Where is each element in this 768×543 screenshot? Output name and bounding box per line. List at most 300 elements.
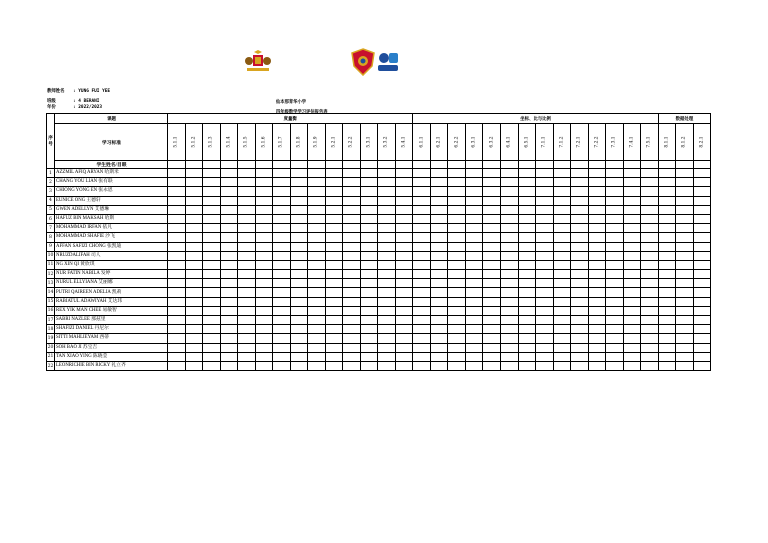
- grade-cell[interactable]: [588, 251, 606, 260]
- grade-cell[interactable]: [413, 343, 431, 352]
- grade-cell[interactable]: [343, 306, 361, 315]
- grade-cell[interactable]: [430, 214, 448, 223]
- grade-cell[interactable]: [448, 279, 466, 288]
- grade-cell[interactable]: [255, 343, 273, 352]
- grade-cell[interactable]: [623, 361, 641, 370]
- grade-cell[interactable]: [500, 251, 518, 260]
- grade-cell[interactable]: [658, 343, 676, 352]
- grade-cell[interactable]: [693, 334, 711, 343]
- grade-cell[interactable]: [220, 288, 238, 297]
- grade-cell[interactable]: [308, 187, 326, 196]
- grade-cell[interactable]: [395, 279, 413, 288]
- grade-cell[interactable]: [658, 306, 676, 315]
- grade-cell[interactable]: [623, 251, 641, 260]
- grade-cell[interactable]: [553, 205, 571, 214]
- grade-cell[interactable]: [185, 361, 203, 370]
- grade-cell[interactable]: [658, 297, 676, 306]
- grade-cell[interactable]: [290, 352, 308, 361]
- grade-cell[interactable]: [255, 270, 273, 279]
- grade-cell[interactable]: [430, 306, 448, 315]
- grade-cell[interactable]: [536, 306, 554, 315]
- grade-cell[interactable]: [623, 169, 641, 178]
- grade-cell[interactable]: [343, 316, 361, 325]
- grade-cell[interactable]: [465, 233, 483, 242]
- grade-cell[interactable]: [168, 196, 186, 205]
- grade-cell[interactable]: [168, 270, 186, 279]
- grade-cell[interactable]: [290, 361, 308, 370]
- grade-cell[interactable]: [430, 343, 448, 352]
- grade-cell[interactable]: [255, 214, 273, 223]
- grade-cell[interactable]: [325, 279, 343, 288]
- grade-cell[interactable]: [588, 361, 606, 370]
- grade-cell[interactable]: [378, 306, 396, 315]
- grade-cell[interactable]: [571, 306, 589, 315]
- grade-cell[interactable]: [238, 343, 256, 352]
- grade-cell[interactable]: [553, 224, 571, 233]
- grade-cell[interactable]: [518, 260, 536, 269]
- grade-cell[interactable]: [641, 242, 659, 251]
- grade-cell[interactable]: [606, 260, 624, 269]
- grade-cell[interactable]: [693, 306, 711, 315]
- grade-cell[interactable]: [360, 242, 378, 251]
- grade-cell[interactable]: [273, 214, 291, 223]
- grade-cell[interactable]: [378, 196, 396, 205]
- grade-cell[interactable]: [290, 297, 308, 306]
- grade-cell[interactable]: [658, 361, 676, 370]
- grade-cell[interactable]: [238, 178, 256, 187]
- grade-cell[interactable]: [273, 178, 291, 187]
- grade-cell[interactable]: [360, 343, 378, 352]
- grade-cell[interactable]: [378, 288, 396, 297]
- grade-cell[interactable]: [360, 288, 378, 297]
- grade-cell[interactable]: [343, 279, 361, 288]
- grade-cell[interactable]: [658, 325, 676, 334]
- grade-cell[interactable]: [623, 187, 641, 196]
- grade-cell[interactable]: [360, 178, 378, 187]
- grade-cell[interactable]: [273, 343, 291, 352]
- grade-cell[interactable]: [588, 306, 606, 315]
- grade-cell[interactable]: [413, 205, 431, 214]
- grade-cell[interactable]: [465, 214, 483, 223]
- grade-cell[interactable]: [325, 178, 343, 187]
- grade-cell[interactable]: [413, 233, 431, 242]
- grade-cell[interactable]: [448, 325, 466, 334]
- grade-cell[interactable]: [623, 205, 641, 214]
- grade-cell[interactable]: [413, 251, 431, 260]
- grade-cell[interactable]: [465, 242, 483, 251]
- grade-cell[interactable]: [606, 288, 624, 297]
- grade-cell[interactable]: [553, 343, 571, 352]
- grade-cell[interactable]: [430, 233, 448, 242]
- grade-cell[interactable]: [168, 343, 186, 352]
- grade-cell[interactable]: [413, 178, 431, 187]
- grade-cell[interactable]: [658, 316, 676, 325]
- grade-cell[interactable]: [203, 297, 221, 306]
- grade-cell[interactable]: [203, 169, 221, 178]
- grade-cell[interactable]: [641, 233, 659, 242]
- grade-cell[interactable]: [518, 306, 536, 315]
- grade-cell[interactable]: [238, 361, 256, 370]
- grade-cell[interactable]: [185, 214, 203, 223]
- grade-cell[interactable]: [308, 352, 326, 361]
- grade-cell[interactable]: [168, 279, 186, 288]
- grade-cell[interactable]: [553, 361, 571, 370]
- grade-cell[interactable]: [518, 361, 536, 370]
- grade-cell[interactable]: [571, 214, 589, 223]
- grade-cell[interactable]: [500, 270, 518, 279]
- grade-cell[interactable]: [693, 352, 711, 361]
- grade-cell[interactable]: [658, 233, 676, 242]
- grade-cell[interactable]: [518, 187, 536, 196]
- grade-cell[interactable]: [238, 334, 256, 343]
- grade-cell[interactable]: [483, 361, 501, 370]
- grade-cell[interactable]: [360, 334, 378, 343]
- grade-cell[interactable]: [641, 205, 659, 214]
- grade-cell[interactable]: [448, 297, 466, 306]
- grade-cell[interactable]: [360, 361, 378, 370]
- grade-cell[interactable]: [168, 306, 186, 315]
- grade-cell[interactable]: [483, 352, 501, 361]
- grade-cell[interactable]: [238, 260, 256, 269]
- grade-cell[interactable]: [203, 306, 221, 315]
- grade-cell[interactable]: [430, 196, 448, 205]
- grade-cell[interactable]: [676, 187, 694, 196]
- grade-cell[interactable]: [325, 297, 343, 306]
- grade-cell[interactable]: [290, 178, 308, 187]
- grade-cell[interactable]: [588, 297, 606, 306]
- grade-cell[interactable]: [623, 279, 641, 288]
- grade-cell[interactable]: [536, 279, 554, 288]
- grade-cell[interactable]: [325, 316, 343, 325]
- grade-cell[interactable]: [465, 316, 483, 325]
- grade-cell[interactable]: [553, 187, 571, 196]
- grade-cell[interactable]: [185, 224, 203, 233]
- grade-cell[interactable]: [483, 242, 501, 251]
- grade-cell[interactable]: [273, 334, 291, 343]
- grade-cell[interactable]: [273, 187, 291, 196]
- grade-cell[interactable]: [343, 251, 361, 260]
- grade-cell[interactable]: [325, 334, 343, 343]
- grade-cell[interactable]: [203, 224, 221, 233]
- grade-cell[interactable]: [588, 334, 606, 343]
- grade-cell[interactable]: [483, 325, 501, 334]
- grade-cell[interactable]: [343, 178, 361, 187]
- grade-cell[interactable]: [518, 214, 536, 223]
- grade-cell[interactable]: [343, 352, 361, 361]
- grade-cell[interactable]: [325, 288, 343, 297]
- grade-cell[interactable]: [203, 343, 221, 352]
- grade-cell[interactable]: [518, 352, 536, 361]
- grade-cell[interactable]: [448, 205, 466, 214]
- grade-cell[interactable]: [676, 270, 694, 279]
- grade-cell[interactable]: [430, 334, 448, 343]
- grade-cell[interactable]: [518, 196, 536, 205]
- grade-cell[interactable]: [185, 178, 203, 187]
- grade-cell[interactable]: [553, 242, 571, 251]
- grade-cell[interactable]: [185, 169, 203, 178]
- grade-cell[interactable]: [185, 325, 203, 334]
- grade-cell[interactable]: [465, 270, 483, 279]
- grade-cell[interactable]: [255, 325, 273, 334]
- grade-cell[interactable]: [676, 251, 694, 260]
- grade-cell[interactable]: [413, 297, 431, 306]
- grade-cell[interactable]: [658, 214, 676, 223]
- grade-cell[interactable]: [185, 343, 203, 352]
- grade-cell[interactable]: [606, 242, 624, 251]
- grade-cell[interactable]: [553, 334, 571, 343]
- grade-cell[interactable]: [606, 224, 624, 233]
- grade-cell[interactable]: [220, 334, 238, 343]
- grade-cell[interactable]: [395, 297, 413, 306]
- grade-cell[interactable]: [308, 270, 326, 279]
- grade-cell[interactable]: [255, 334, 273, 343]
- grade-cell[interactable]: [220, 233, 238, 242]
- grade-cell[interactable]: [641, 343, 659, 352]
- grade-cell[interactable]: [203, 205, 221, 214]
- grade-cell[interactable]: [658, 187, 676, 196]
- grade-cell[interactable]: [623, 352, 641, 361]
- grade-cell[interactable]: [413, 187, 431, 196]
- grade-cell[interactable]: [571, 260, 589, 269]
- grade-cell[interactable]: [448, 270, 466, 279]
- grade-cell[interactable]: [430, 288, 448, 297]
- grade-cell[interactable]: [360, 297, 378, 306]
- grade-cell[interactable]: [273, 224, 291, 233]
- grade-cell[interactable]: [325, 361, 343, 370]
- grade-cell[interactable]: [465, 361, 483, 370]
- grade-cell[interactable]: [500, 343, 518, 352]
- grade-cell[interactable]: [571, 334, 589, 343]
- grade-cell[interactable]: [203, 361, 221, 370]
- grade-cell[interactable]: [220, 325, 238, 334]
- grade-cell[interactable]: [255, 361, 273, 370]
- grade-cell[interactable]: [430, 316, 448, 325]
- grade-cell[interactable]: [465, 288, 483, 297]
- grade-cell[interactable]: [203, 251, 221, 260]
- grade-cell[interactable]: [238, 251, 256, 260]
- grade-cell[interactable]: [413, 224, 431, 233]
- grade-cell[interactable]: [220, 178, 238, 187]
- grade-cell[interactable]: [238, 306, 256, 315]
- grade-cell[interactable]: [536, 270, 554, 279]
- grade-cell[interactable]: [325, 251, 343, 260]
- grade-cell[interactable]: [255, 251, 273, 260]
- grade-cell[interactable]: [448, 260, 466, 269]
- grade-cell[interactable]: [448, 169, 466, 178]
- grade-cell[interactable]: [483, 316, 501, 325]
- grade-cell[interactable]: [325, 205, 343, 214]
- grade-cell[interactable]: [641, 352, 659, 361]
- grade-cell[interactable]: [273, 196, 291, 205]
- grade-cell[interactable]: [290, 205, 308, 214]
- grade-cell[interactable]: [658, 178, 676, 187]
- grade-cell[interactable]: [588, 196, 606, 205]
- grade-cell[interactable]: [693, 361, 711, 370]
- grade-cell[interactable]: [553, 325, 571, 334]
- grade-cell[interactable]: [255, 260, 273, 269]
- grade-cell[interactable]: [360, 205, 378, 214]
- grade-cell[interactable]: [325, 196, 343, 205]
- grade-cell[interactable]: [220, 306, 238, 315]
- grade-cell[interactable]: [168, 297, 186, 306]
- grade-cell[interactable]: [430, 205, 448, 214]
- grade-cell[interactable]: [693, 316, 711, 325]
- grade-cell[interactable]: [465, 178, 483, 187]
- grade-cell[interactable]: [448, 242, 466, 251]
- grade-cell[interactable]: [553, 178, 571, 187]
- grade-cell[interactable]: [378, 361, 396, 370]
- grade-cell[interactable]: [413, 196, 431, 205]
- grade-cell[interactable]: [308, 178, 326, 187]
- grade-cell[interactable]: [255, 352, 273, 361]
- grade-cell[interactable]: [308, 260, 326, 269]
- grade-cell[interactable]: [465, 325, 483, 334]
- grade-cell[interactable]: [518, 288, 536, 297]
- grade-cell[interactable]: [343, 343, 361, 352]
- grade-cell[interactable]: [536, 214, 554, 223]
- grade-cell[interactable]: [185, 242, 203, 251]
- grade-cell[interactable]: [641, 187, 659, 196]
- grade-cell[interactable]: [168, 224, 186, 233]
- grade-cell[interactable]: [518, 242, 536, 251]
- grade-cell[interactable]: [255, 233, 273, 242]
- grade-cell[interactable]: [518, 270, 536, 279]
- grade-cell[interactable]: [255, 242, 273, 251]
- grade-cell[interactable]: [290, 316, 308, 325]
- grade-cell[interactable]: [203, 260, 221, 269]
- grade-cell[interactable]: [308, 233, 326, 242]
- grade-cell[interactable]: [395, 205, 413, 214]
- grade-cell[interactable]: [588, 224, 606, 233]
- grade-cell[interactable]: [553, 316, 571, 325]
- grade-cell[interactable]: [676, 260, 694, 269]
- grade-cell[interactable]: [693, 270, 711, 279]
- grade-cell[interactable]: [220, 242, 238, 251]
- grade-cell[interactable]: [308, 214, 326, 223]
- grade-cell[interactable]: [623, 233, 641, 242]
- grade-cell[interactable]: [168, 233, 186, 242]
- grade-cell[interactable]: [360, 196, 378, 205]
- grade-cell[interactable]: [238, 270, 256, 279]
- grade-cell[interactable]: [500, 306, 518, 315]
- grade-cell[interactable]: [641, 306, 659, 315]
- grade-cell[interactable]: [641, 224, 659, 233]
- grade-cell[interactable]: [220, 297, 238, 306]
- grade-cell[interactable]: [536, 316, 554, 325]
- grade-cell[interactable]: [203, 242, 221, 251]
- grade-cell[interactable]: [658, 251, 676, 260]
- grade-cell[interactable]: [500, 316, 518, 325]
- grade-cell[interactable]: [500, 242, 518, 251]
- grade-cell[interactable]: [220, 214, 238, 223]
- grade-cell[interactable]: [255, 316, 273, 325]
- grade-cell[interactable]: [536, 251, 554, 260]
- grade-cell[interactable]: [325, 343, 343, 352]
- grade-cell[interactable]: [693, 214, 711, 223]
- grade-cell[interactable]: [641, 251, 659, 260]
- grade-cell[interactable]: [308, 251, 326, 260]
- grade-cell[interactable]: [448, 352, 466, 361]
- grade-cell[interactable]: [553, 288, 571, 297]
- grade-cell[interactable]: [325, 187, 343, 196]
- grade-cell[interactable]: [308, 224, 326, 233]
- grade-cell[interactable]: [518, 251, 536, 260]
- grade-cell[interactable]: [483, 251, 501, 260]
- grade-cell[interactable]: [430, 325, 448, 334]
- grade-cell[interactable]: [378, 251, 396, 260]
- grade-cell[interactable]: [378, 279, 396, 288]
- grade-cell[interactable]: [465, 306, 483, 315]
- grade-cell[interactable]: [500, 233, 518, 242]
- grade-cell[interactable]: [693, 205, 711, 214]
- grade-cell[interactable]: [168, 260, 186, 269]
- grade-cell[interactable]: [553, 169, 571, 178]
- grade-cell[interactable]: [378, 169, 396, 178]
- grade-cell[interactable]: [623, 214, 641, 223]
- grade-cell[interactable]: [273, 306, 291, 315]
- grade-cell[interactable]: [658, 270, 676, 279]
- grade-cell[interactable]: [518, 343, 536, 352]
- grade-cell[interactable]: [693, 169, 711, 178]
- grade-cell[interactable]: [623, 178, 641, 187]
- grade-cell[interactable]: [676, 205, 694, 214]
- grade-cell[interactable]: [185, 205, 203, 214]
- grade-cell[interactable]: [623, 260, 641, 269]
- grade-cell[interactable]: [448, 187, 466, 196]
- grade-cell[interactable]: [308, 325, 326, 334]
- grade-cell[interactable]: [255, 187, 273, 196]
- grade-cell[interactable]: [395, 270, 413, 279]
- grade-cell[interactable]: [168, 242, 186, 251]
- grade-cell[interactable]: [238, 196, 256, 205]
- grade-cell[interactable]: [571, 325, 589, 334]
- grade-cell[interactable]: [168, 178, 186, 187]
- grade-cell[interactable]: [308, 316, 326, 325]
- grade-cell[interactable]: [343, 169, 361, 178]
- grade-cell[interactable]: [536, 260, 554, 269]
- grade-cell[interactable]: [220, 196, 238, 205]
- grade-cell[interactable]: [536, 334, 554, 343]
- grade-cell[interactable]: [641, 361, 659, 370]
- grade-cell[interactable]: [500, 205, 518, 214]
- grade-cell[interactable]: [430, 178, 448, 187]
- grade-cell[interactable]: [658, 334, 676, 343]
- grade-cell[interactable]: [588, 316, 606, 325]
- grade-cell[interactable]: [185, 270, 203, 279]
- grade-cell[interactable]: [273, 169, 291, 178]
- grade-cell[interactable]: [641, 334, 659, 343]
- grade-cell[interactable]: [553, 279, 571, 288]
- grade-cell[interactable]: [360, 251, 378, 260]
- grade-cell[interactable]: [483, 196, 501, 205]
- grade-cell[interactable]: [290, 279, 308, 288]
- grade-cell[interactable]: [308, 205, 326, 214]
- grade-cell[interactable]: [623, 196, 641, 205]
- grade-cell[interactable]: [343, 288, 361, 297]
- grade-cell[interactable]: [676, 196, 694, 205]
- grade-cell[interactable]: [378, 205, 396, 214]
- grade-cell[interactable]: [448, 224, 466, 233]
- grade-cell[interactable]: [448, 306, 466, 315]
- grade-cell[interactable]: [606, 352, 624, 361]
- grade-cell[interactable]: [623, 306, 641, 315]
- grade-cell[interactable]: [308, 361, 326, 370]
- grade-cell[interactable]: [343, 270, 361, 279]
- grade-cell[interactable]: [448, 316, 466, 325]
- grade-cell[interactable]: [571, 251, 589, 260]
- grade-cell[interactable]: [378, 325, 396, 334]
- grade-cell[interactable]: [325, 306, 343, 315]
